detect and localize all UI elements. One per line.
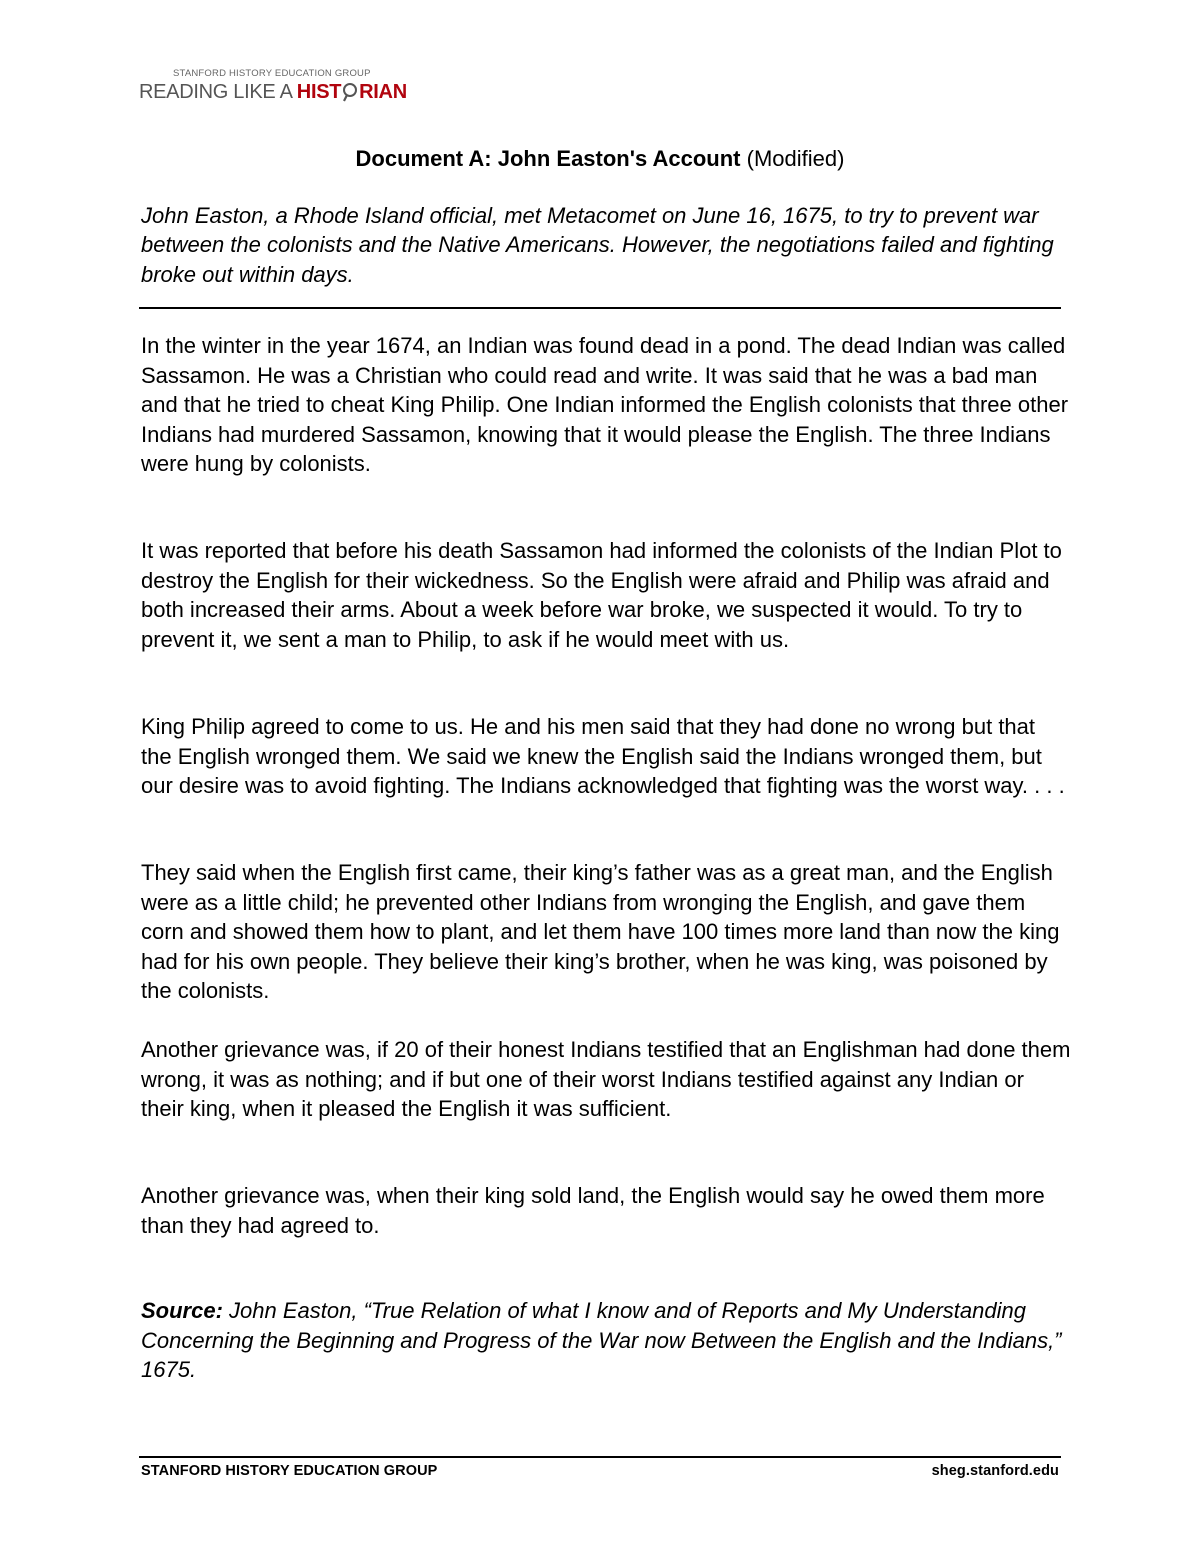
document-title [0,146,1200,172]
logo-brand-accent-end: RIAN [359,81,407,103]
paragraph: King Philip agreed to come to us. He and his men said that they had done no wrong but that the English wronged them. We said we knew the English said the Indians wronged them, but our desire was to avoid fighting. The Indians acknowledged that fighting was the worst way. . . . [141,714,1065,798]
paragraph: Another grievance was, if 20 of their honest Indians testified that an Englishman had done them wrong, it was as nothing; and if but one of their worst Indians testified against any Indian or their king, when it pleased the English it was sufficient. [141,1037,1071,1121]
document-title-suffix: (Modified) [740,146,845,171]
footer-divider [139,1456,1061,1458]
paragraph: They said when the English first came, their king’s father was as a great man, and the English were as a little child; he prevented other Indians from wronging the English, and gave them corn and showed them how to plant, and let them have 100 times more land than now the king had for his own people. They believe their king’s brother, when he was king, was poisoned by the colonists. [141,860,1060,1003]
source-text: John Easton, “True Relation of what I know and of Reports and My Understanding Concerning the Beginning and Progress of the War now Between the English and the Indians,” 1675. [141,1298,1062,1382]
document-title-main: Document A: John Easton's Account [355,146,741,171]
footer-website: sheg.stanford.edu [931,1463,1059,1479]
logo-brand-accent-start: HIST [296,81,342,103]
source-citation [141,1296,1071,1385]
paragraph: It was reported that before his death Sassamon had informed the colonists of the Indian Plot to destroy the English for their wickedness. So the English were afraid and Philip was afraid and both increased their arms. About a week before war broke, we suspected it would. To try to prevent it, we sent a man to Philip, to ask if he would meet with us. [141,538,1062,652]
paragraph: In the winter in the year 1674, an Indian was found dead in a pond. The dead Indian was called Sassamon. He was a Christian who could read and write. It was said that he was a bad man and that he tried to cheat King Philip. One Indian informed the English colonists that three other Indians had murdered Sassamon, knowing that it would please the English. The three Indians were hung by colonists. [141,333,1069,476]
source-label: Source: [141,1298,223,1323]
logo-brand-prefix: READING LIKE A [139,81,297,103]
footer-org-name: STANFORD HISTORY EDUCATION GROUP [141,1463,438,1479]
paragraph: Another grievance was, when their king sold land, the English would say he owed them more than they had agreed to. [141,1183,1045,1238]
header-divider [139,307,1061,309]
magnifying-glass-icon [342,82,358,100]
logo [139,68,407,108]
logo-org-line: STANFORD HISTORY EDUCATION GROUP [173,68,371,79]
logo-brand [139,81,407,104]
intro-text: John Easton, a Rhode Island official, met Metacomet on June 16, 1675, to try to prevent war between the colonists and the Native Americans. However, the negotiations failed and fighting broke out within days. [141,203,1054,287]
